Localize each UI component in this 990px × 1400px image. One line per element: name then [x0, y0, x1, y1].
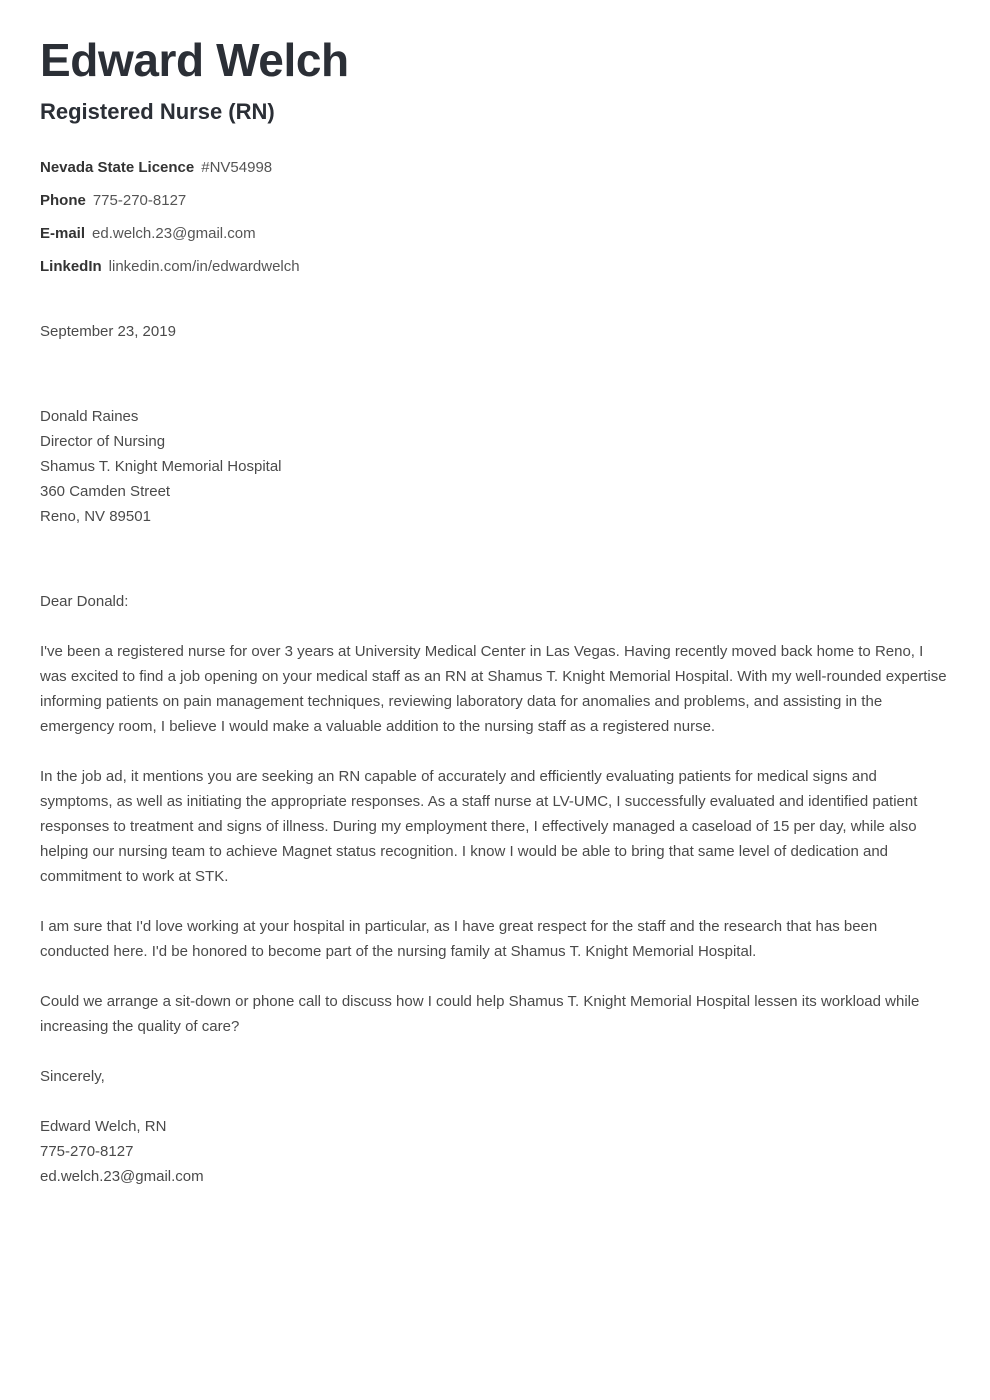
body-paragraph-3: I am sure that I'd love working at your hospital in particular, as I have great respect for the staff and the research that has been conducted here. I'd be honored to become part of the nursing family at Shamus T. Knight Memorial Hospital. [40, 918, 878, 961]
page-title: Edward Welch [40, 34, 349, 86]
contact-value[interactable]: linkedin.com/in/edwardwelch [108, 258, 300, 276]
contact-label: Phone [40, 192, 86, 210]
contact-label: Nevada State Licence [40, 159, 195, 177]
contact-label: LinkedIn [40, 258, 102, 276]
contact-details [40, 151, 948, 283]
recipient-address [40, 404, 948, 529]
recipient-organization: Shamus T. Knight Memorial Hospital [40, 458, 282, 476]
contact-value[interactable]: ed.welch.23@gmail.com [92, 225, 256, 243]
body-paragraph-1: I've been a registered nurse for over 3 years at University Medical Center in Las Vegas. Having recently moved back home to Reno, I was excited to find a job opening on your medical staff as an RN at Shamus T. Knight Memorial Hospital. With my well-rounded expertise informing patients on pain management techniques, reviewing laboratory data for anomalies and problems, and assisting in the emergency room, I believe I would make a valuable addition to the nursing staff as a registered nurse. [40, 643, 947, 736]
contact-label: E-mail [40, 225, 86, 243]
recipient-name: Donald Raines [40, 408, 139, 426]
contact-value: #NV54998 [201, 159, 273, 177]
body-paragraph-2: In the job ad, it mentions you are seeking an RN capable of accurately and efficiently evaluating patients for medical signs and symptoms, as well as initiating the appropriate responses. As a staff nurse at LV-UMC, I successfully evaluated and identified patient responses to treatment and signs of illness. During my employment there, I effectively managed a caseload of 15 per day, while also helping our nursing team to achieve Magnet status recognition. I know I would be able to bring that same level of dedication and commitment to work at STK. [40, 768, 918, 886]
recipient-street: 360 Camden Street [40, 483, 171, 501]
job-title: Registered Nurse (RN) [40, 98, 275, 124]
contact-value: 775-270-8127 [92, 192, 187, 210]
recipient-role: Director of Nursing [40, 433, 166, 451]
contact-row-phone [40, 184, 948, 217]
signature-name: Edward Welch, RN [40, 1118, 167, 1136]
salutation: Dear Donald: [40, 593, 129, 611]
letter-date: September 23, 2019 [40, 323, 176, 341]
recipient-city-state-zip: Reno, NV 89501 [40, 508, 151, 526]
signature-email[interactable]: ed.welch.23@gmail.com [40, 1168, 204, 1186]
signature-block [40, 1114, 948, 1189]
contact-row-linkedin [40, 250, 948, 283]
contact-row-licence [40, 151, 948, 184]
body-paragraph-4: Could we arrange a sit-down or phone call to discuss how I could help Shamus T. Knight Memorial Hospital lessen its workload while increasing the quality of care? [40, 993, 920, 1036]
signature-phone: 775-270-8127 [40, 1143, 134, 1161]
closing-salutation: Sincerely, [40, 1068, 105, 1086]
contact-row-email [40, 217, 948, 250]
